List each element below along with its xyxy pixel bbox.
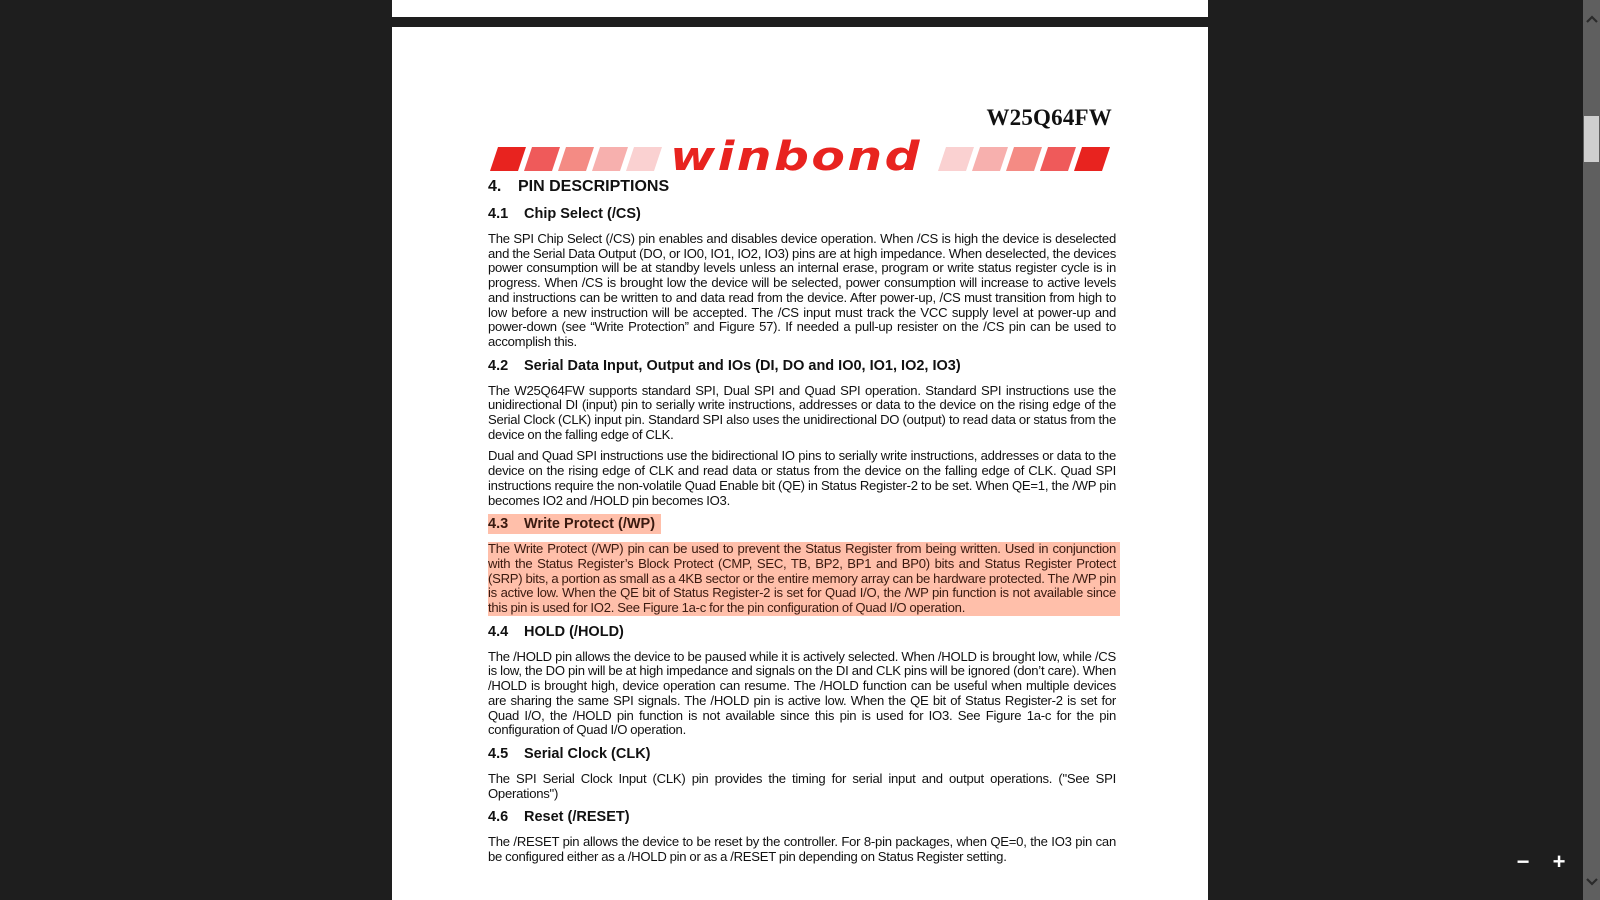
subsection-number: 4.1 [488,206,509,222]
zoom-out-button[interactable]: − [1516,849,1530,874]
subsection-number: 4.5 [488,745,509,762]
logo-stripe [1006,147,1042,171]
logo-wordmark: winbond [670,137,922,177]
section-number: 4. [488,178,502,195]
logo-stripe [592,147,628,171]
document-content [488,177,1116,865]
subsection-title: Chip Select (/CS) [524,206,641,222]
scroll-up-button[interactable] [1583,10,1600,27]
subsection-title: HOLD (/HOLD) [524,623,624,640]
subsection-title: Serial Clock (CLK) [524,745,651,762]
logo-stripe [972,147,1008,171]
highlighted-heading[interactable] [488,514,661,534]
subsection-title: Write Protect (/WP) [524,516,656,533]
subsection-number: 4.4 [488,623,509,640]
chevron-up-icon [1586,15,1598,23]
logo-stripes-left [490,147,662,171]
subsection-number: 4.6 [488,809,509,826]
section-heading [488,177,1116,205]
subsection-heading-4-1 [488,205,1116,223]
logo-stripe [558,147,594,171]
paragraph: Dual and Quad SPI instructions use the bidirectional IO pins to serially write instructions, addresses or data to the device on the rising edge of CLK and read data or status from the device on the falling edge of CLK. Quad SPI instructions require the non-volatile Quad Enable bit (QE) in Status Register-2 to be set. When QE=1, the /WP pin becomes IO2 and /HOLD pin becomes IO3. [488,448,1116,508]
subsection-heading-4-3[interactable] [488,515,1116,533]
zoom-in-button[interactable]: + [1552,849,1566,874]
scroll-down-button[interactable] [1583,873,1600,890]
section-title: PIN DESCRIPTIONS [518,178,670,195]
paragraph: The /HOLD pin allows the device to be paused while it is actively selected. When /HOLD is brought low, while /CS is low, the DO pin will be at high impedance and signals on the DI and CLK pins will be ignored (don’t care). When /HOLD is brought high, device operation can resume. The /HOLD function can be useful when multiple devices are sharing the same SPI signals. The /HOLD pin is active low. When the QE bit of Status Register-2 is set for Quad I/O, the /HOLD pin function is not available since this pin is used for IO3. See Figure 1a-c for the pin configuration of Quad I/O operation. [488,648,1116,738]
subsection-title: Serial Data Input, Output and IOs (DI, DO and IO0, IO1, IO2, IO3) [524,357,961,374]
scroll-thumb[interactable] [1584,116,1599,162]
paragraph: The /RESET pin allows the device to be reset by the controller. For 8-pin packages, when QE=0, the IO3 pin can be configured either as a /HOLD pin or as a /RESET pin depending on Status Register setting. [488,834,1116,865]
subsection-title: Reset (/RESET) [524,809,630,826]
subsection-heading-4-2 [488,357,1116,375]
subsection-heading-4-5 [488,745,1116,763]
previous-page [392,0,1208,17]
document-page [392,27,1208,900]
subsection-heading-4-6 [488,808,1116,826]
subsection-number: 4.3 [488,516,509,533]
logo-stripe [490,147,526,171]
winbond-logo [488,137,1112,177]
subsection-number: 4.2 [488,357,509,374]
highlighted-paragraph[interactable]: The Write Protect (/WP) pin can be used to prevent the Status Register from being written. Used in conjunction with the Status Register’s Block Protect (CMP, SEC, TB, BP2, BP1 and BP0) bits and Status Register Protect (SRP) bits, a portion as small as a 4KB sector or the entire memory array can be hardware protected. The /WP pin is active low. When the QE bit of Status Register-2 is set for Quad I/O, the /WP pin function is not available since this pin is used for IO2. See Figure 1a-c for the pin configuration of Quad I/O operation. [488,542,1120,616]
document-title: W25Q64FW [986,105,1112,130]
logo-stripe [524,147,560,171]
paragraph: The SPI Chip Select (/CS) pin enables and disables device operation. When /CS is high the device is deselected and the Serial Data Output (DO, or IO0, IO1, IO2, IO3) pins are at high impedance. When deselected, the devices power consumption will be at standby levels unless an internal erase, program or write status register cycle is in progress. When /CS is brought low the device will be selected, power consumption will increase to active levels and instructions can be written to and data read from the device. After power-up, /CS must transition from high to low before a new instruction will be accepted. The /CS input must track the VCC supply level at power-up and power-down (see “Write Protection” and Figure 57). If needed a pull-up resister on the /CS pin can be used to accomplish this. [488,231,1116,349]
paragraph: The SPI Serial Clock Input (CLK) pin provides the timing for serial input and output operations. ("See SPI Operations") [488,770,1116,801]
paragraph: The W25Q64FW supports standard SPI, Dual SPI and Quad SPI operation. Standard SPI instructions use the unidirectional DI (input) pin to serially write instructions, addresses or data to the device on the rising edge of the Serial Clock (CLK) input pin. Standard SPI also uses the unidirectional DO (output) to read data or status from the device on the falling edge of CLK. [488,382,1116,442]
logo-stripes-right [938,147,1110,171]
logo-stripe [1074,147,1110,171]
logo-stripe [626,147,662,171]
logo-stripe [938,147,974,171]
subsection-heading-4-4 [488,623,1116,641]
logo-stripe [1040,147,1076,171]
chevron-down-icon [1586,878,1598,886]
vertical-scrollbar[interactable] [1583,0,1600,900]
